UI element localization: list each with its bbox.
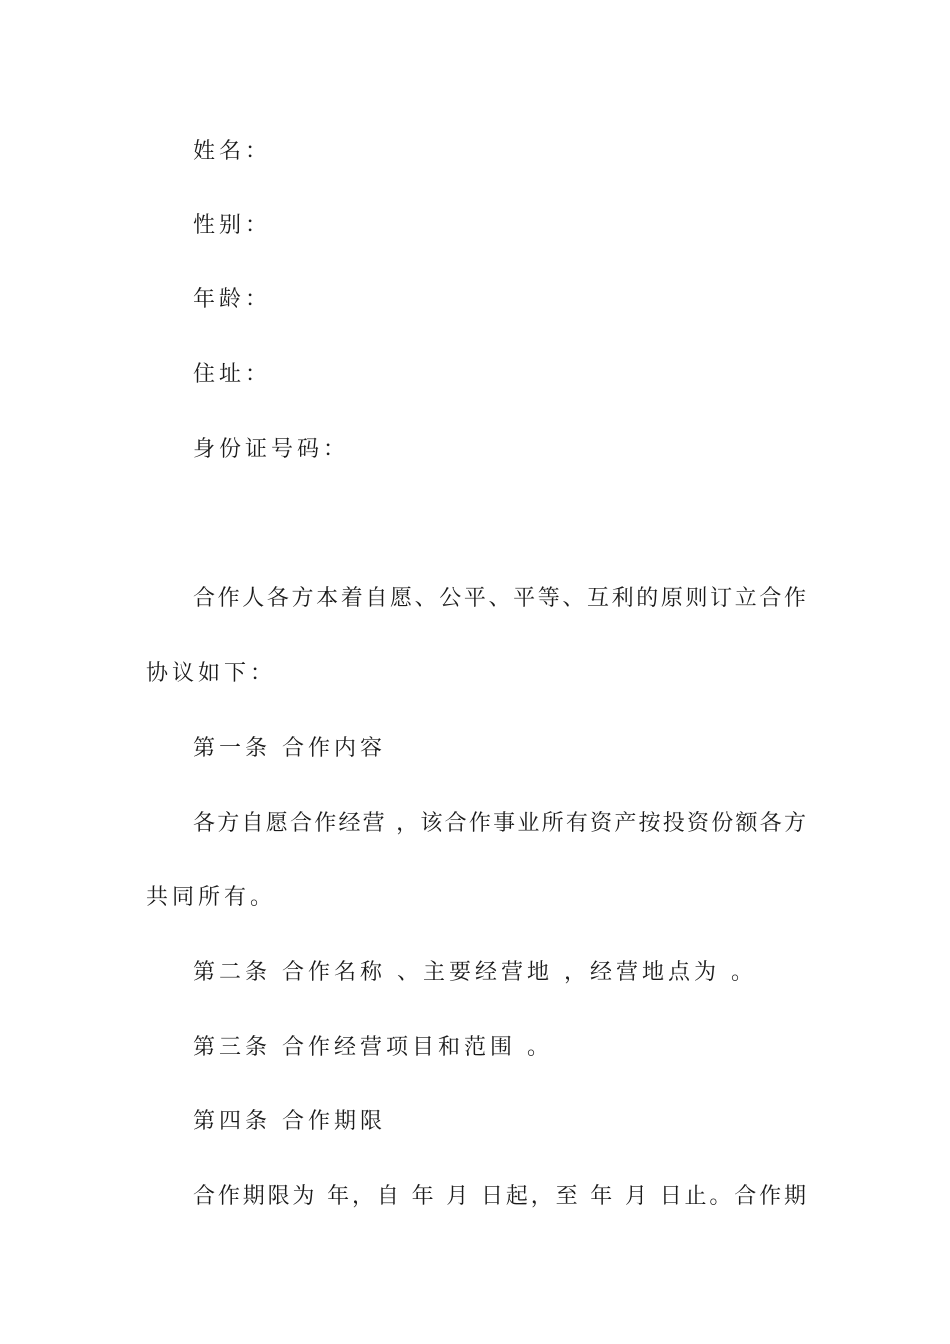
field-age-label: 年龄： [193,287,272,312]
article-1-text-line-2: 共同所有。 [146,885,277,910]
field-address-label: 住址： [193,362,272,387]
field-name-label: 姓名： [193,139,272,164]
intro-paragraph-line-1: 合作人各方本着自愿、公平、平等、互利的原则订立合作 [193,586,806,611]
article-4-heading: 第四条 合作期限 [193,1109,386,1134]
article-2-text: 第二条 合作名称 、主要经营地 ，经营地点为 。 [193,960,757,985]
article-1-text-line-1: 各方自愿合作经营 ，该合作事业所有资产按投资份额各方 [193,811,806,836]
intro-paragraph-line-2: 协议如下： [146,661,277,686]
field-id-number-label: 身份证号码： [193,437,350,462]
article-3-text: 第三条 合作经营项目和范围 。 [193,1035,553,1060]
article-4-text-line-1: 合作期限为 年，自 年 月 日起，至 年 月 日止。合作期 [193,1184,806,1209]
article-1-heading: 第一条 合作内容 [193,736,386,761]
field-gender-label: 性别： [193,213,272,238]
